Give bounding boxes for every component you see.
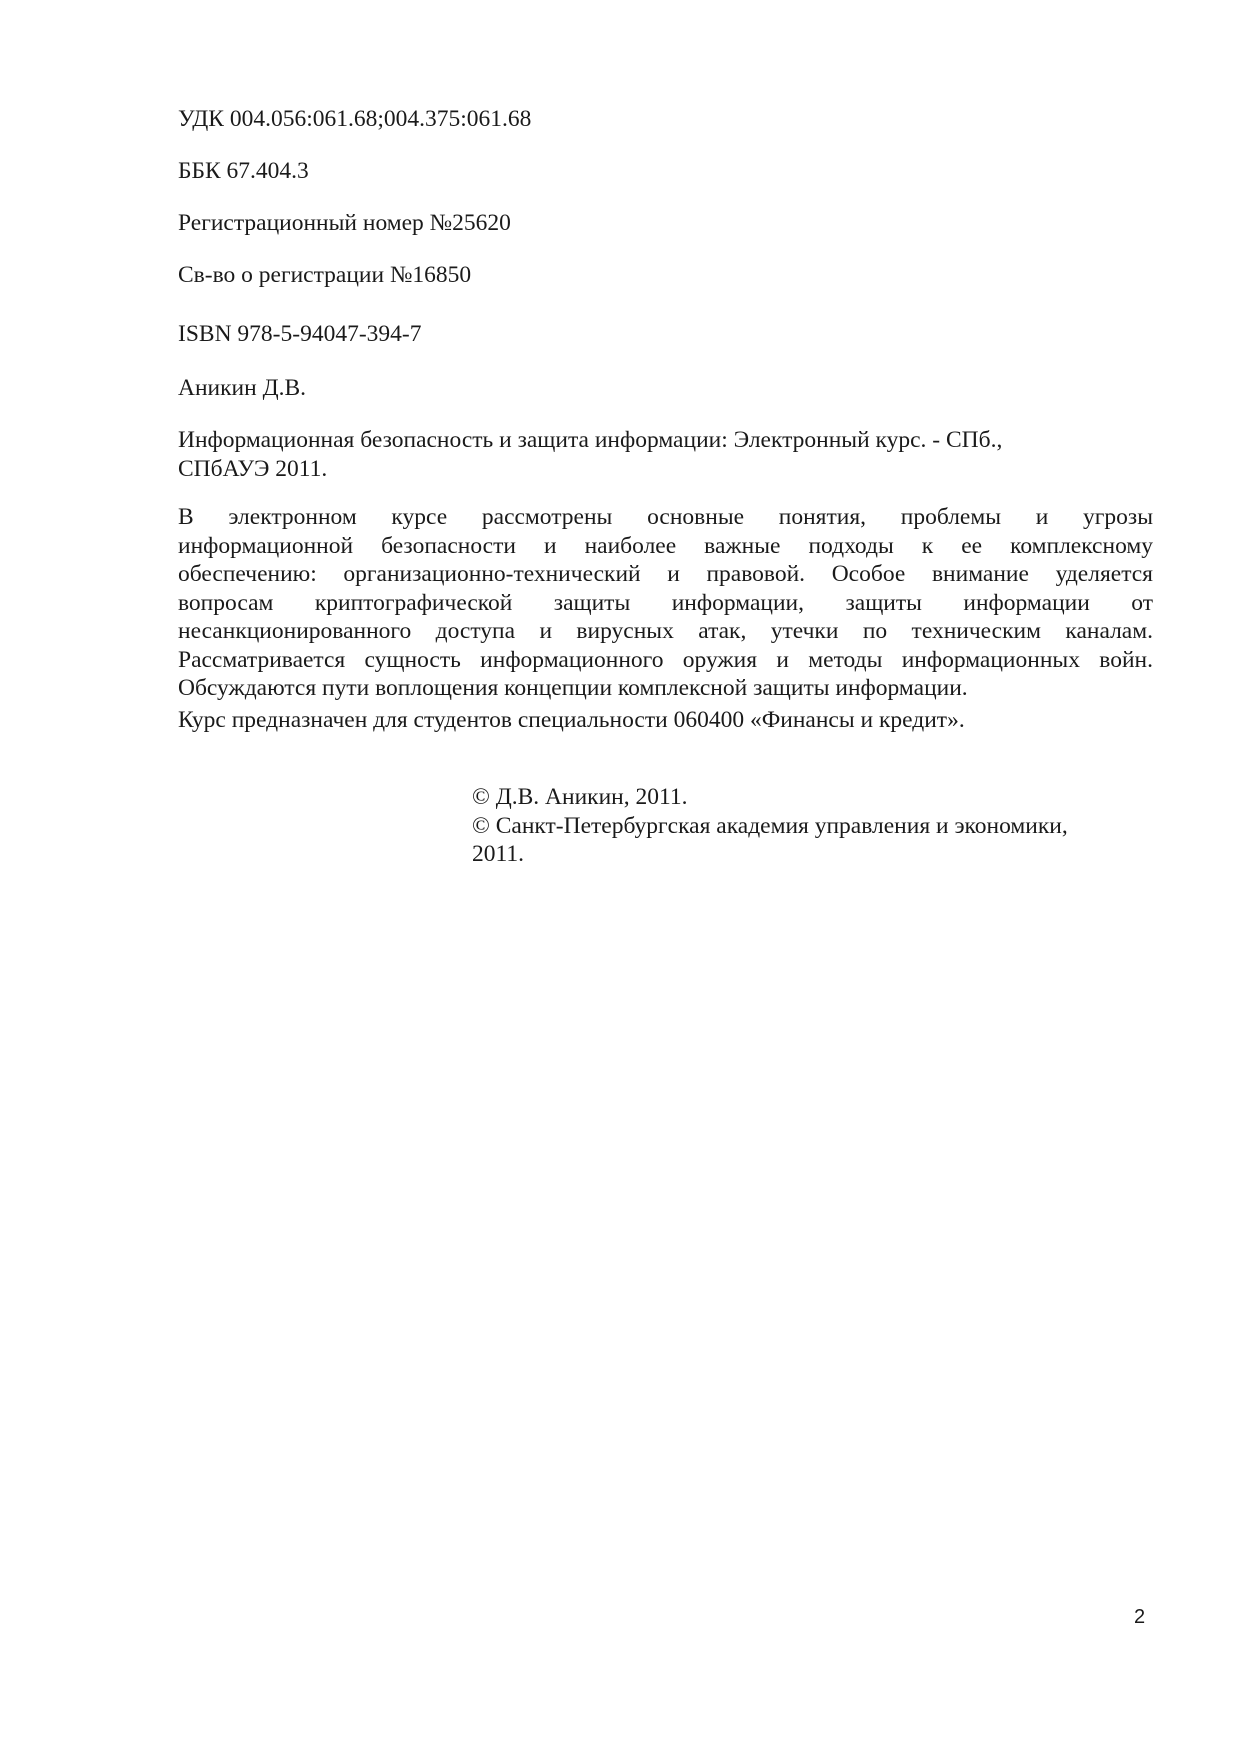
udk-code: УДК 004.056:061.68;004.375:061.68 (178, 106, 532, 132)
book-title-line: СПбАУЭ 2011. (178, 455, 328, 482)
page-number: 2 (1134, 1606, 1146, 1628)
copyright-line: 2011. (472, 841, 525, 867)
registration-number: Регистрационный номер №25620 (178, 210, 511, 236)
audience-note: Курс предназначен для студентов специальности 060400 «Финансы и кредит». (178, 707, 965, 733)
copyright-line: © Д.В. Аникин, 2011. (472, 784, 688, 810)
abstract (178, 503, 1153, 703)
abstract-line: несанкционированного доступа и вирусных атак, утечки по техническим каналам. (178, 618, 1153, 644)
author: Аникин Д.В. (178, 375, 307, 401)
abstract-line: В электронном курсе рассмотрены основные понятия, проблемы и угрозы (178, 504, 1153, 530)
abstract-line: обеспечению: организационно-технический и правовой. Особое внимание уделяется (178, 561, 1153, 587)
copyright-block (472, 783, 1172, 869)
abstract-line: вопросам криптографической защиты информации, защиты информации от (178, 589, 1153, 616)
abstract-line: информационной безопасности и наиболее важные подходы к ее комплексному (178, 532, 1153, 559)
registration-certificate: Св-во о регистрации №16850 (178, 262, 472, 288)
bbk-code: ББК 67.404.3 (178, 158, 309, 184)
copyright-line: © Санкт-Петербургская академия управления и экономики, (472, 812, 1068, 839)
abstract-line: Обсуждаются пути воплощения концепции комплексной защиты информации. (178, 675, 968, 701)
book-title (178, 426, 1153, 483)
isbn: ISBN 978-5-94047-394-7 (178, 321, 422, 347)
abstract-line: Рассматривается сущность информационного оружия и методы информационных войн. (178, 646, 1153, 673)
book-title-line: Информационная безопасность и защита информации: Электронный курс. - СПб., (178, 427, 1003, 453)
